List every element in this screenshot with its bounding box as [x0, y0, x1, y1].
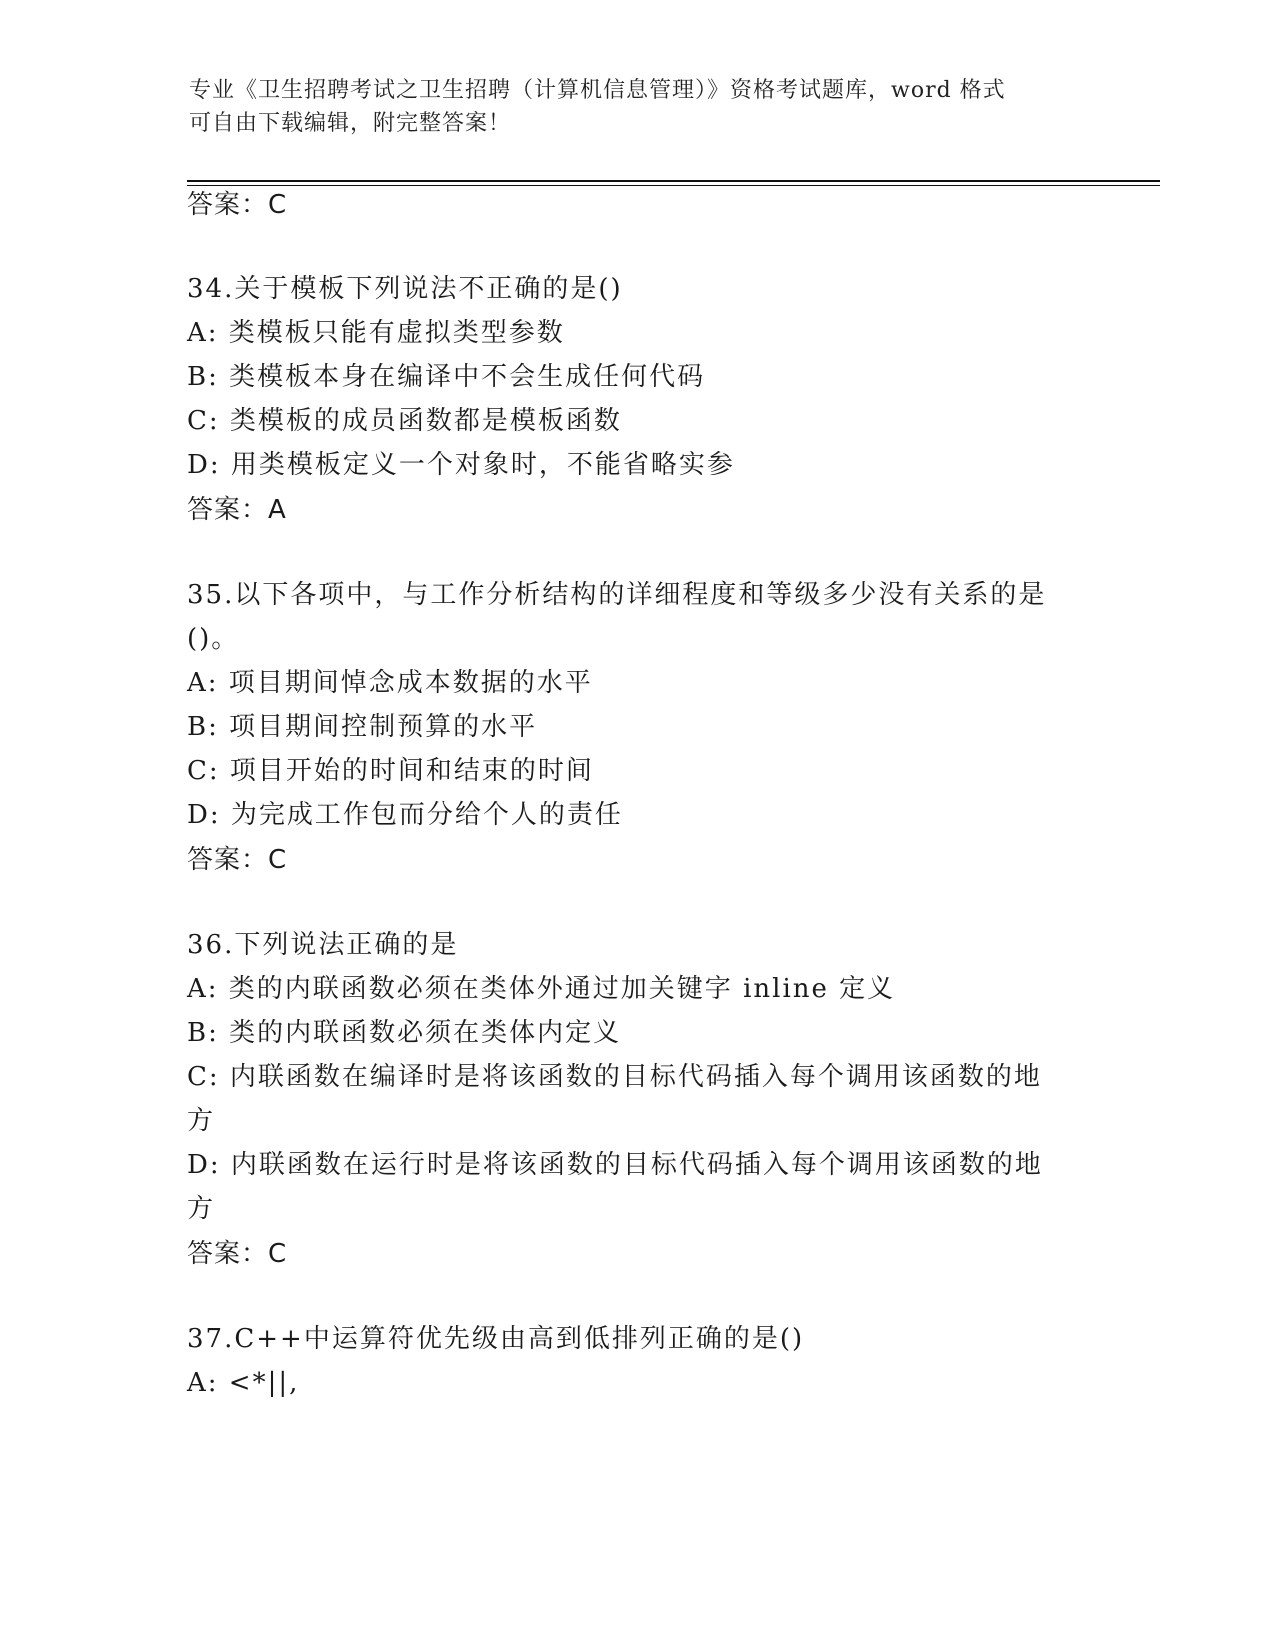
question-36-option-d-line-1: D: 内联函数在运行时是将该函数的目标代码插入每个调用该函数的地 [187, 1150, 1043, 1180]
question-34-option-a: A: 类模板只能有虚拟类型参数 [187, 318, 565, 348]
header-divider-thick [187, 180, 1160, 182]
question-35-option-a: A: 项目期间悼念成本数据的水平 [187, 668, 593, 698]
question-34-option-d: D: 用类模板定义一个对象时，不能省略实参 [187, 450, 735, 480]
question-35-stem-line-1: 35.以下各项中，与工作分析结构的详细程度和等级多少没有关系的是 [187, 580, 1047, 610]
question-36-option-c-line-1: C: 内联函数在编译时是将该函数的目标代码插入每个调用该函数的地 [187, 1062, 1042, 1092]
question-36-option-d-line-2: 方 [187, 1194, 216, 1224]
previous-answer: 答案：C [187, 190, 288, 220]
question-34-option-b: B: 类模板本身在编译中不会生成任何代码 [187, 362, 706, 392]
header-line-1: 专业《卫生招聘考试之卫生招聘（计算机信息管理）》资格考试题库，word 格式 [189, 78, 1006, 103]
question-35-option-b: B: 项目期间控制预算的水平 [187, 712, 538, 742]
question-34-answer: 答案：A [187, 495, 287, 525]
question-37-stem: 37.C++中运算符优先级由高到低排列正确的是() [187, 1324, 805, 1354]
question-36-stem: 36.下列说法正确的是 [187, 930, 459, 960]
question-35-option-c: C: 项目开始的时间和结束的时间 [187, 756, 594, 786]
header-line-2: 可自由下载编辑，附完整答案！ [189, 111, 512, 136]
document-header [189, 74, 1089, 140]
question-36-option-c-line-2: 方 [187, 1106, 216, 1136]
question-36-option-a: A: 类的内联函数必须在类体外通过加关键字 inline 定义 [187, 974, 896, 1004]
question-35-answer: 答案：C [187, 845, 288, 875]
question-35-option-d: D: 为完成工作包而分给个人的责任 [187, 800, 623, 830]
question-36-answer: 答案：C [187, 1239, 288, 1269]
question-36-option-b: B: 类的内联函数必须在类体内定义 [187, 1018, 622, 1048]
question-34-option-c: C: 类模板的成员函数都是模板函数 [187, 406, 622, 436]
question-34-stem: 34.关于模板下列说法不正确的是() [187, 274, 623, 304]
question-37-option-a: A: <*||, [187, 1368, 300, 1398]
question-35-stem-line-2: ()。 [187, 624, 240, 654]
header-divider-thin [187, 185, 1160, 186]
